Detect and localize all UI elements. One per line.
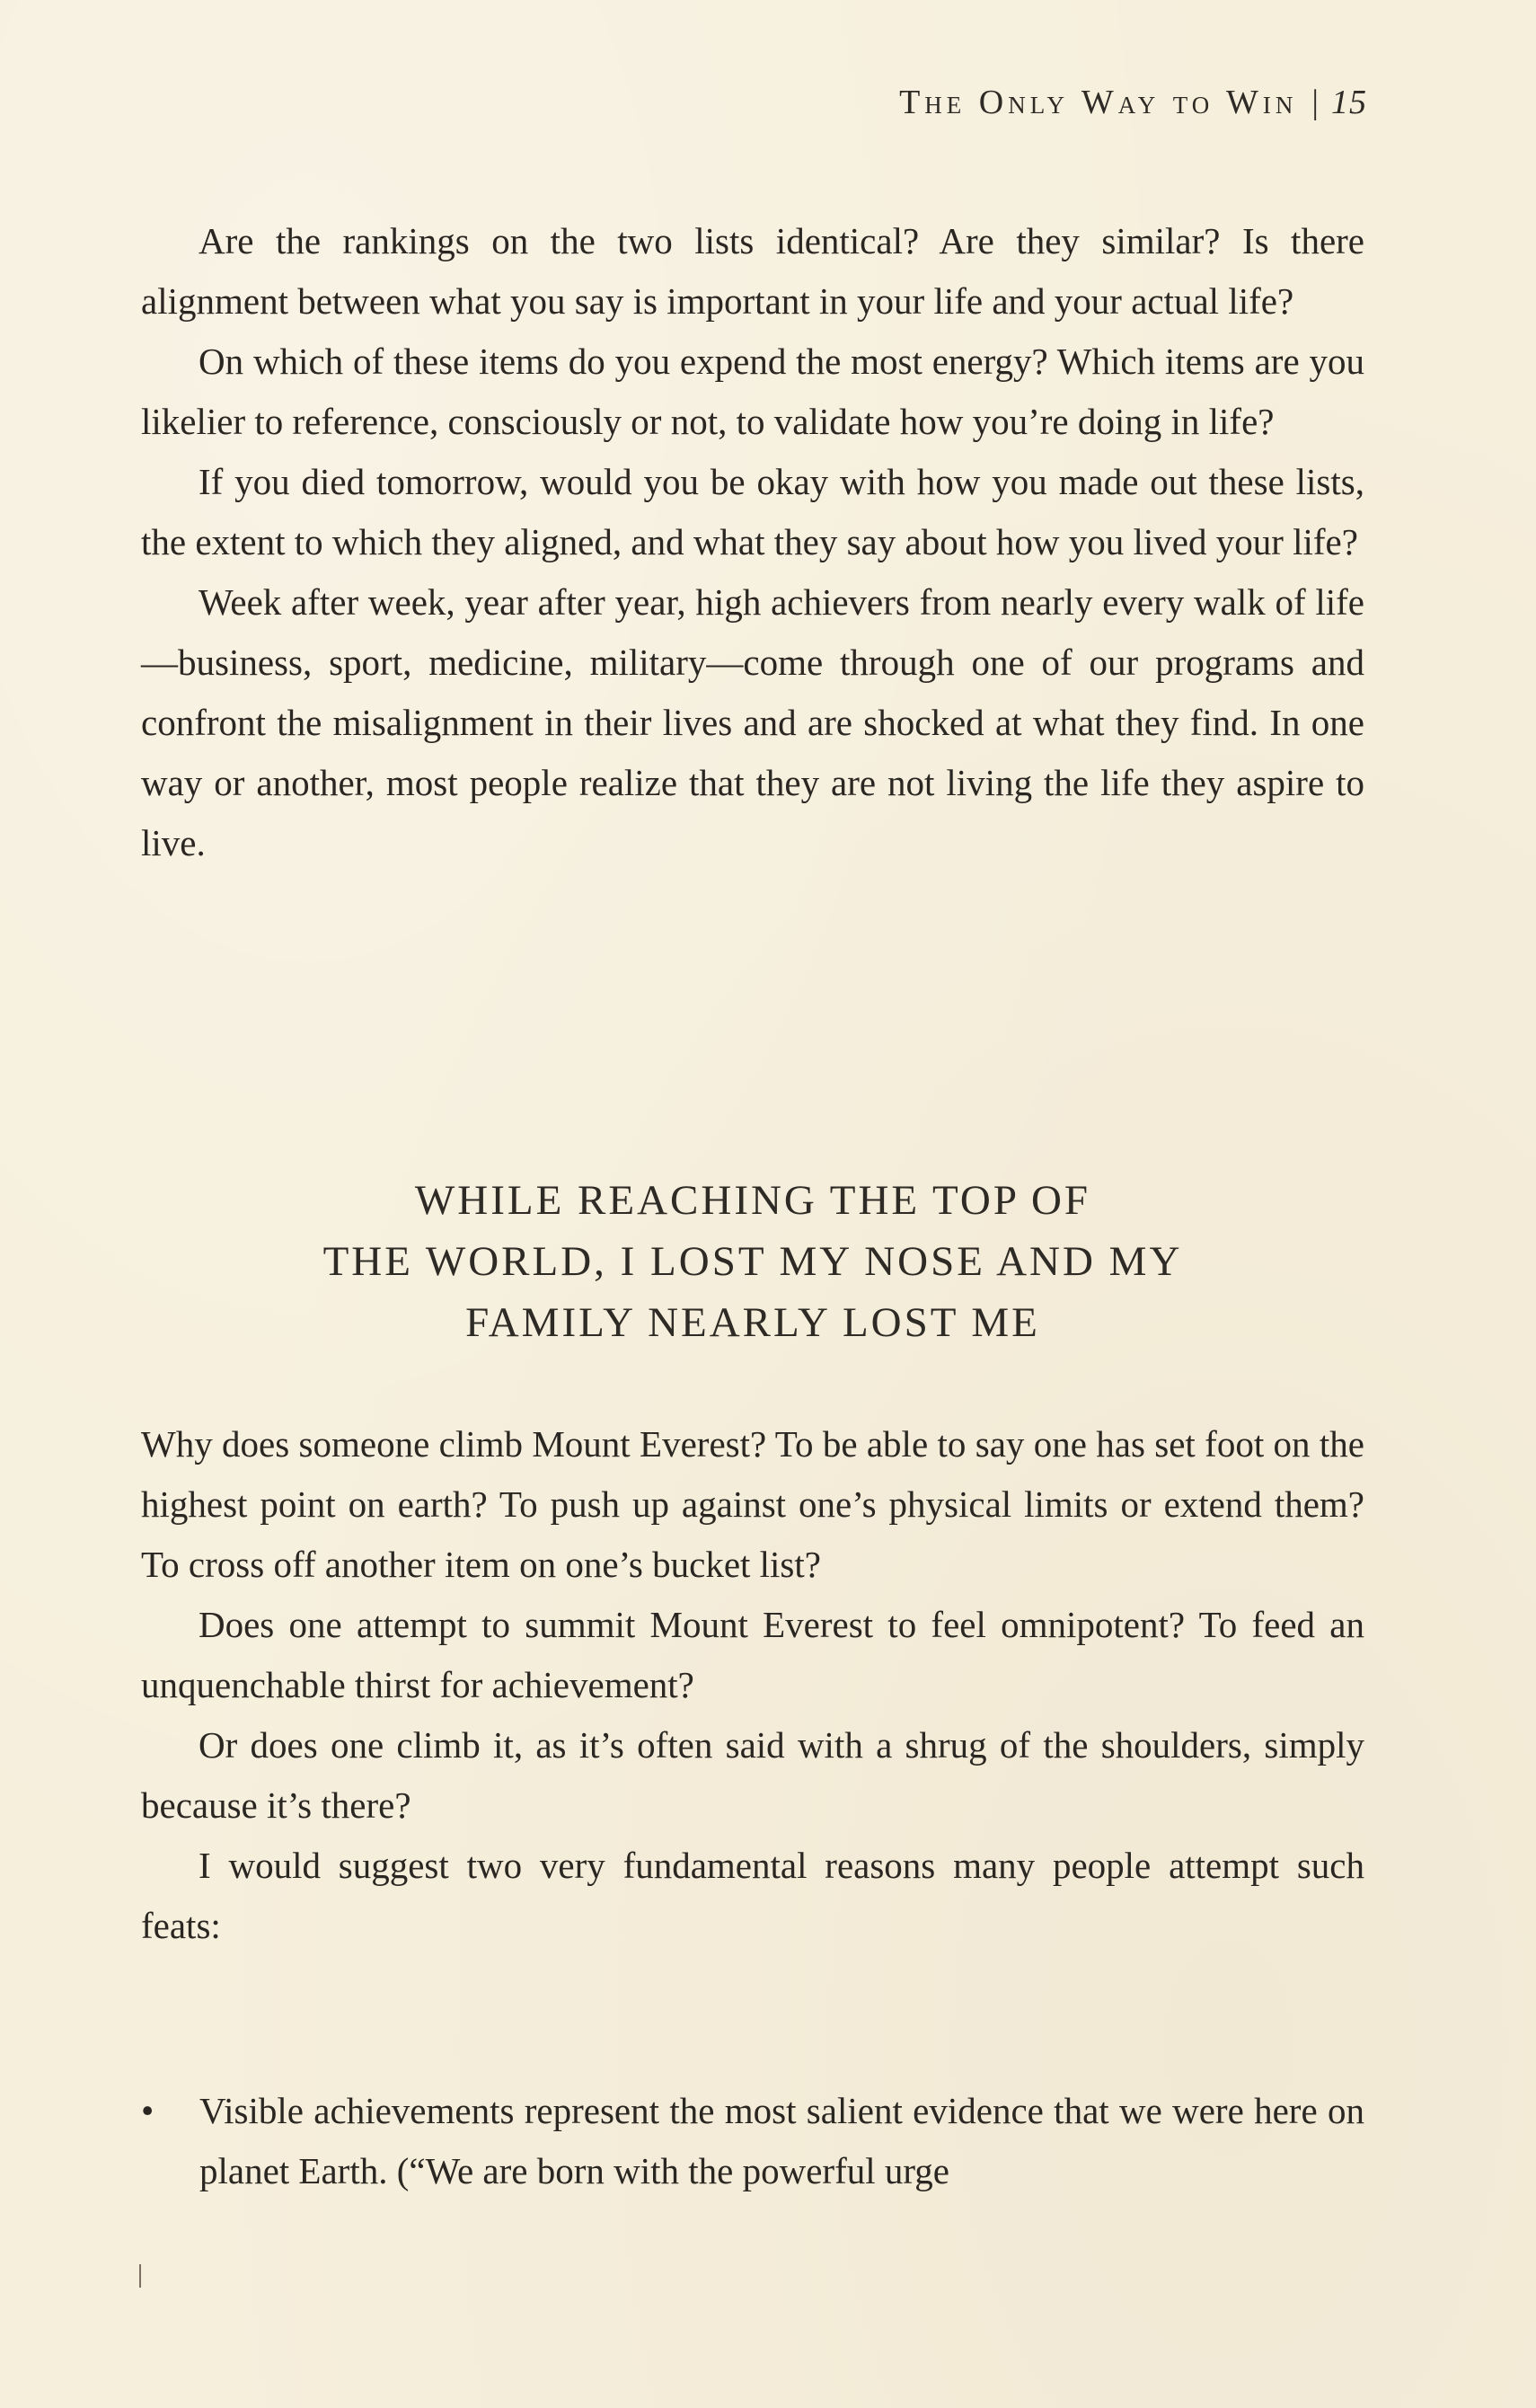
- paragraph: I would suggest two very fundamental reasons many people attempt such feats:: [141, 1845, 1364, 1946]
- heading-line: THE WORLD, I LOST MY NOSE AND MY: [322, 1238, 1183, 1285]
- section-heading: [141, 1170, 1364, 1353]
- paragraph: Are the rankings on the two lists identical? Are they similar? Is there alignment between what you say is important in your life and your actual life?: [141, 220, 1364, 322]
- bullet-list-item: [141, 2081, 1364, 2201]
- page-number: 15: [1331, 84, 1367, 121]
- running-head-title: The Only Way to Win: [899, 84, 1298, 121]
- heading-line: FAMILY NEARLY LOST ME: [465, 1299, 1040, 1346]
- paragraph: Does one attempt to summit Mount Everest to feel omnipotent? To feed an unquenchable thirst for achievement?: [141, 1604, 1364, 1705]
- paragraph: Or does one climb it, as it’s often said with a shrug of the shoulders, simply because it’s there?: [141, 1724, 1364, 1826]
- paragraph: If you died tomorrow, would you be okay with how you made out these lists, the extent to which they aligned, and what they say about how you lived your life?: [141, 461, 1364, 562]
- bullet-text: Visible achievements represent the most salient evidence that we were here on planet Earth. (“We are born with the powerful urge: [199, 2090, 1364, 2191]
- bullet-icon: •: [141, 2090, 154, 2131]
- running-head: [899, 83, 1367, 122]
- running-head-separator: |: [1311, 84, 1319, 121]
- heading-line: WHILE REACHING THE TOP OF: [414, 1177, 1091, 1224]
- paragraph: Week after week, year after year, high achievers from nearly every walk of life—business, sport, medicine, military—come through one of our programs and confront the misalignment in their lives and are shocked at what they find. In one way or another, most people realize that they are not living the life they aspire to live.: [141, 581, 1364, 863]
- body-text-section-1: [141, 211, 1364, 873]
- scan-mark: [139, 2264, 141, 2288]
- paragraph: On which of these items do you expend the most energy? Which items are you likelier to reference, consciously or not, to validate how you’re doing in life?: [141, 341, 1364, 442]
- paragraph: Why does someone climb Mount Everest? To be able to say one has set foot on the highest point on earth? To push up against one’s physical limits or extend them? To cross off another item on one’s bucket list?: [141, 1423, 1364, 1585]
- body-text-section-2: [141, 1414, 1364, 1956]
